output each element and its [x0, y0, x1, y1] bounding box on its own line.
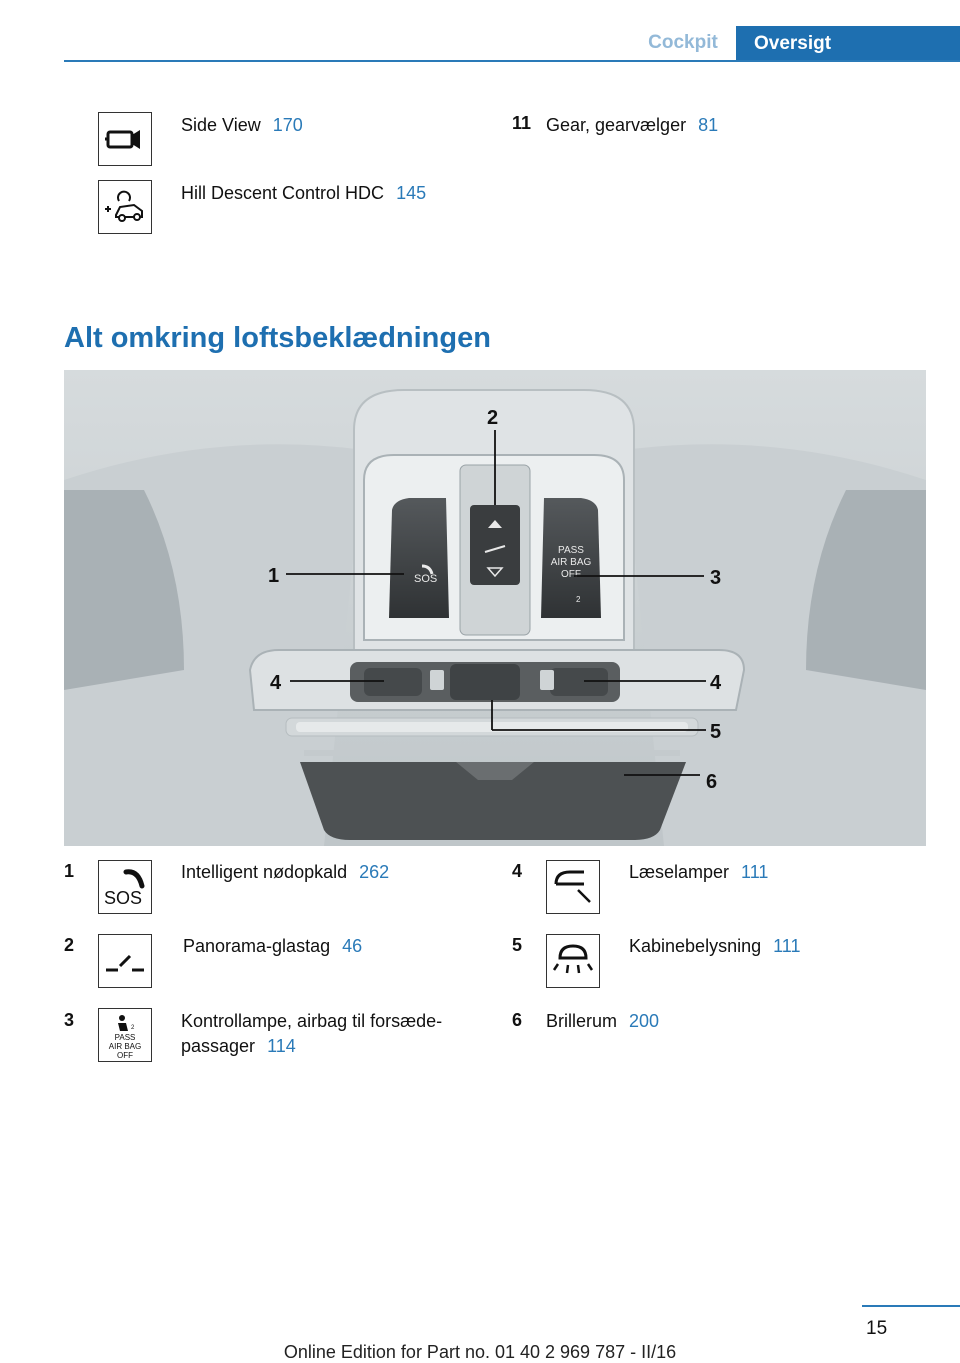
gear-label: Gear, gearvælger: [546, 115, 687, 135]
photo-sos-text: SOS: [414, 573, 438, 585]
legend-5-entry: [629, 934, 800, 958]
gear-entry: [546, 113, 718, 137]
legend-4-label: Læselamper: [629, 862, 730, 882]
item-11-number: 11: [512, 113, 532, 133]
header-tab-cockpit[interactable]: Cockpit: [648, 32, 718, 53]
photo-pass-text: PASS: [558, 545, 584, 556]
footer-rule: [862, 1305, 960, 1307]
page-number: 15: [866, 1318, 888, 1339]
header-rule: [64, 60, 960, 62]
photo-airbag-text: AIR BAG: [550, 557, 592, 568]
legend-3-line1: Kontrollampe, airbag til forsæde-: [181, 1011, 443, 1031]
hdc-page-link[interactable]: 145: [396, 183, 427, 203]
legend-4-page-link[interactable]: 111: [741, 862, 769, 882]
footer-text: Online Edition for Part no. 01 40 2 969 787 - II/16: [283, 1342, 677, 1362]
hill-descent-control-icon: [98, 180, 152, 234]
callout-4-right: 4: [710, 672, 722, 694]
interior-light-icon: [546, 934, 600, 988]
legend-3-line2: [181, 1034, 296, 1058]
legend-6-entry: [546, 1009, 659, 1033]
passenger-airbag-off-icon: [98, 1008, 152, 1062]
header-tab-oversigt[interactable]: Oversigt: [736, 26, 960, 62]
legend-5-number: 5: [512, 935, 523, 955]
svg-text:2: 2: [131, 1025, 135, 1031]
legend-5-label: Kabinebelysning: [629, 936, 762, 956]
legend-1-page-link[interactable]: 262: [359, 862, 390, 882]
callout-4-left: 4: [270, 672, 282, 694]
legend-1-entry: [181, 860, 389, 884]
photo-pass-sub: 2: [576, 595, 581, 604]
legend-4-entry: [629, 860, 768, 884]
legend-2-entry: [183, 934, 362, 958]
panorama-roof-icon: [98, 934, 152, 988]
legend-3-page-link[interactable]: 114: [267, 1036, 296, 1056]
airbag-icon-off: OFF: [117, 1051, 133, 1060]
side-view-camera-icon: [98, 112, 152, 166]
reading-lamp-icon: [546, 860, 600, 914]
sos-emergency-call-icon: [98, 860, 152, 914]
legend-6-page-link[interactable]: 200: [629, 1011, 660, 1031]
airbag-icon-airbag: AIR BAG: [108, 1042, 142, 1051]
hdc-entry: [181, 181, 426, 205]
callout-3: 3: [710, 567, 722, 589]
legend-6-label: Brillerum: [546, 1011, 618, 1031]
legend-3-label: passager: [181, 1036, 256, 1056]
legend-2-page-link[interactable]: 46: [342, 936, 363, 956]
section-title: Alt omkring loftsbeklædningen: [64, 322, 491, 354]
callout-5: 5: [710, 721, 722, 743]
legend-1-label: Intelligent nødopkald: [181, 862, 348, 882]
callout-2: 2: [487, 407, 499, 429]
legend-2-number: 2: [64, 935, 75, 955]
roof-console-illustration: [64, 370, 926, 846]
legend-3-number: 3: [64, 1010, 75, 1030]
callout-6: 6: [706, 771, 718, 793]
photo-off-text: OFF: [561, 569, 581, 580]
callout-1: 1: [268, 565, 280, 587]
side-view-page-link[interactable]: 170: [272, 115, 303, 135]
side-view-label: Side View: [181, 115, 261, 135]
legend-1-number: 1: [64, 861, 75, 881]
airbag-icon-pass: PASS: [114, 1033, 136, 1042]
hdc-label: Hill Descent Control HDC: [181, 183, 385, 203]
legend-6-number: 6: [512, 1010, 523, 1030]
legend-2-label: Panorama-glastag: [183, 936, 331, 956]
legend-4-number: 4: [512, 861, 523, 881]
gear-page-link[interactable]: 81: [698, 115, 719, 135]
legend-5-page-link[interactable]: 111: [773, 936, 801, 956]
sos-icon-text: SOS: [104, 888, 143, 908]
side-view-entry: [181, 113, 303, 137]
